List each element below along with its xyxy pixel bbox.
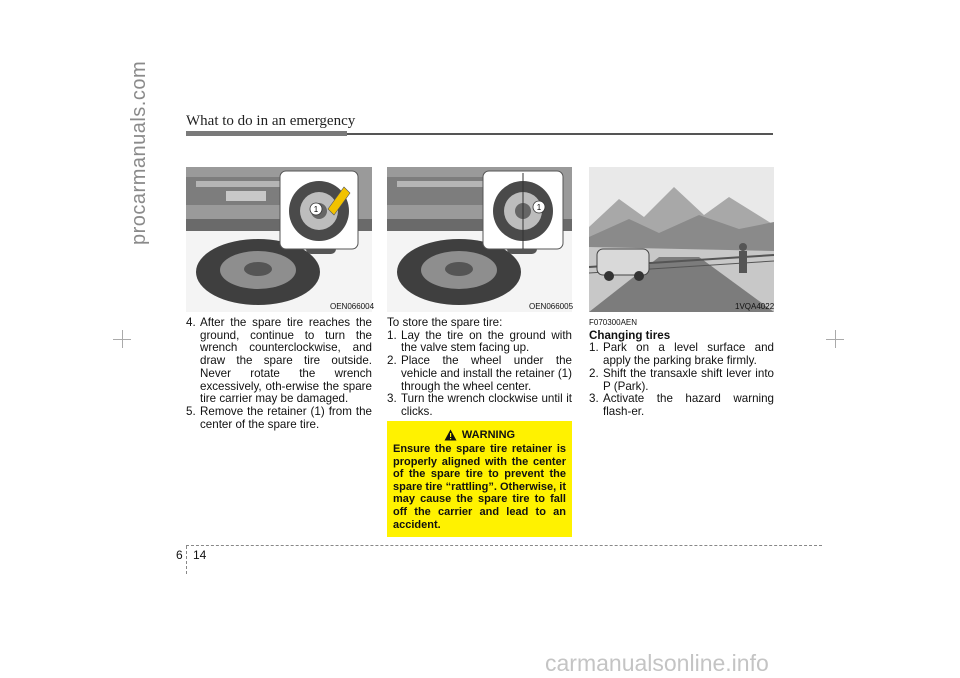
spare-tire-store-illustration	[387, 167, 572, 312]
side-watermark: procarmanuals.com	[128, 60, 150, 245]
step-text: After the spare tire reaches the ground, continue to turn the wrench counterclockwise, and draw the spare tire outside. Never rotate the wrench excessively, oth-erwise the spare tire carrier may be damaged.	[200, 316, 372, 406]
callout-number: 1	[536, 203, 542, 212]
step-number: 3.	[589, 392, 599, 406]
warning-box	[387, 421, 572, 537]
figure-roadside-stop	[589, 167, 774, 312]
warning-title: WARNING	[461, 429, 516, 441]
figure-code: OEN066004	[330, 302, 375, 311]
footer-rule	[186, 545, 822, 546]
warning-body: Ensure the spare tire retainer is properly aligned with the center of the spare tire to prevent the spare tire “rattling”. Otherwise, it may cause the spare tire to fall off the carrier and lead to an accident.	[393, 443, 566, 531]
step-number: 1.	[589, 341, 599, 355]
step-item	[589, 393, 774, 418]
roadside-stop-illustration	[589, 167, 774, 312]
step-number: 2.	[589, 366, 599, 380]
step-text: Place the wheel under the vehicle and install the retainer (1) through the wheel center.	[401, 354, 572, 393]
step-number: 2.	[387, 354, 397, 368]
chapter-number: 6	[176, 548, 183, 562]
header-accent-bar	[186, 131, 347, 136]
crop-mark-right-v	[835, 330, 836, 348]
figure-spare-tire-store	[387, 167, 572, 312]
figure-code: 1VQA4022	[735, 302, 775, 311]
step-item	[387, 355, 572, 393]
figure-spare-tire-removal	[186, 167, 375, 312]
step-text: Activate the hazard warning flash-er.	[603, 392, 774, 418]
step-number: 4.	[186, 316, 196, 329]
column-3-text	[589, 317, 774, 419]
column-1-text	[186, 317, 372, 431]
page-number: 14	[193, 548, 207, 562]
step-number: 3.	[387, 392, 397, 406]
step-text: Park on a level surface and apply the parking brake firmly.	[603, 341, 774, 368]
column-2-text	[387, 317, 572, 419]
figure-code: OEN066005	[529, 302, 574, 311]
step-text: Shift the transaxle shift lever into P (Park).	[603, 366, 774, 393]
step-item	[387, 330, 572, 355]
crop-mark-left-v	[122, 330, 123, 348]
intro-text: To store the spare tire:	[387, 316, 503, 329]
step-item	[387, 393, 572, 418]
header-title: What to do in an emergency	[186, 113, 356, 129]
warning-triangle-icon	[444, 429, 457, 441]
step-text: Remove the retainer (1) from the center of the spare tire.	[200, 404, 372, 431]
warning-header	[393, 429, 566, 441]
spare-tire-removal-illustration	[186, 167, 375, 312]
step-item	[186, 406, 372, 431]
step-item	[186, 317, 372, 406]
footer-divider	[186, 546, 188, 574]
step-text: Turn the wrench clockwise until it clicks.	[401, 392, 572, 418]
step-item	[589, 342, 774, 367]
step-number: 5.	[186, 404, 196, 418]
section-code: F070300AEN	[589, 318, 638, 327]
callout-number: 1	[313, 205, 319, 214]
step-text: Lay the tire on the ground with the valve stem facing up.	[401, 328, 572, 355]
bottom-watermark: carmanualsonline.info	[545, 650, 769, 676]
section-title: Changing tires	[589, 328, 671, 342]
step-number: 1.	[387, 328, 397, 342]
step-item	[589, 368, 774, 393]
